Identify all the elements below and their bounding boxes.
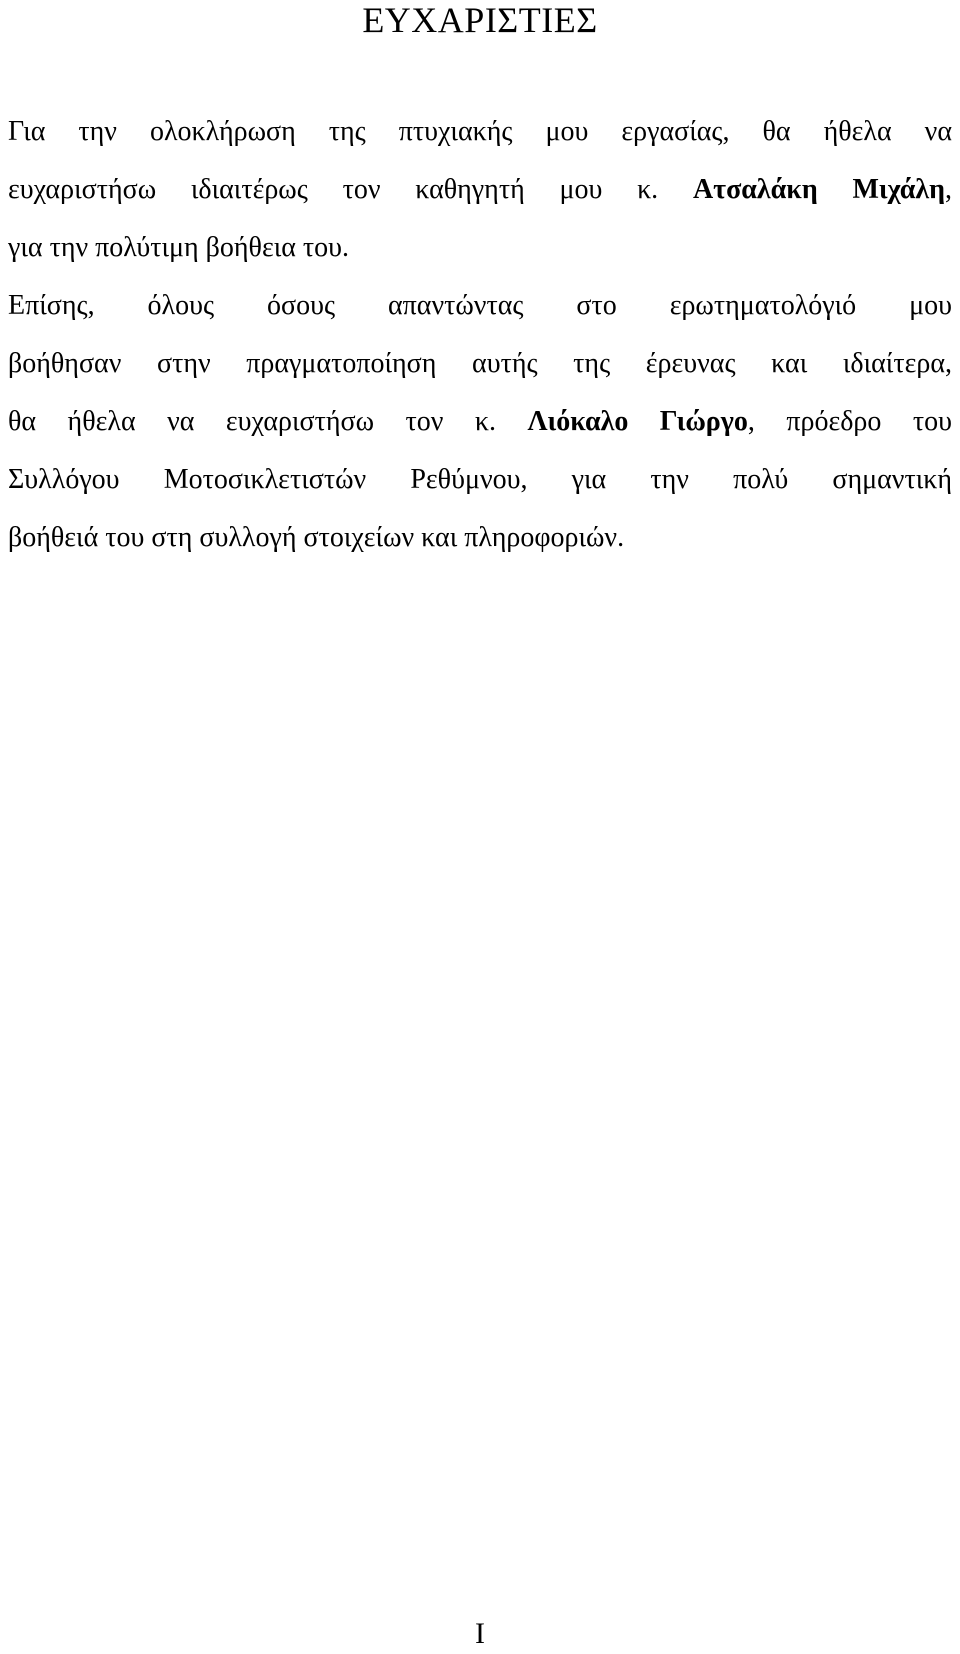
professor-name: Ατσαλάκη Μιχάλη <box>692 174 946 205</box>
text-line <box>8 161 952 219</box>
text-line <box>8 393 952 451</box>
page-number: I <box>475 1617 485 1650</box>
line-text: Για την ολοκλήρωση της πτυχιακής μου εργασίας, θα ήθελα να <box>8 116 952 147</box>
acknowledgement-paragraph-2 <box>8 277 952 567</box>
text-line <box>8 451 952 509</box>
line-text: Επίσης, όλους όσους απαντώντας στο ερωτηματολόγιό μου <box>8 290 952 321</box>
president-name: Λιόκαλο Γιώργο <box>527 406 748 437</box>
text-line <box>8 335 952 393</box>
text-line <box>8 219 952 277</box>
acknowledgement-paragraph-1 <box>8 103 952 277</box>
line-text: ευχαριστήσω ιδιαιτέρως τον καθηγητή μου κ. <box>8 174 693 205</box>
line-text: βοήθειά του στη συλλογή στοιχείων και πληροφοριών. <box>8 522 625 553</box>
page-title: ΕΥΧΑΡΙΣΤΙΕΣ <box>362 0 598 40</box>
line-text: βοήθησαν στην πραγματοποίηση αυτής της έρευνας και ιδιαίτερα, <box>8 348 952 379</box>
line-text: θα ήθελα να ευχαριστήσω τον κ. <box>8 406 528 437</box>
line-text: , πρόεδρο του <box>747 406 952 437</box>
text-line <box>8 103 952 161</box>
line-text: για την πολύτιμη βοήθεια του. <box>8 232 350 263</box>
line-text: Συλλόγου Μοτοσικλετιστών Ρεθύμνου, για την πολύ σημαντική <box>8 464 952 495</box>
text-line <box>8 509 952 567</box>
text-line <box>8 277 952 335</box>
line-text: , <box>945 174 953 205</box>
